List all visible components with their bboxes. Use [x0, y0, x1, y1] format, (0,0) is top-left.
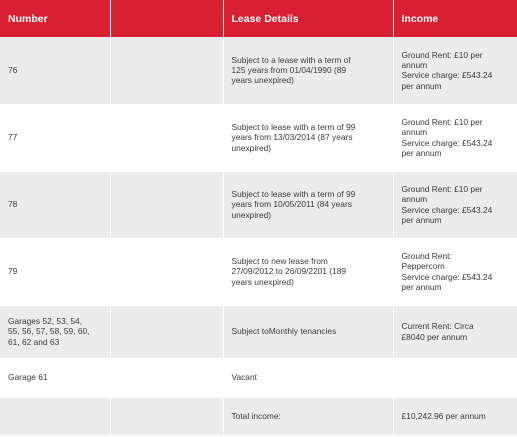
cell-number: Garages 52, 53, 54, 55, 56, 57, 58, 59, 60, 61, 62 and 63: [0, 305, 110, 358]
table-row: [0, 37, 517, 104]
table-row: [0, 238, 517, 305]
cell-number: 76: [0, 37, 110, 104]
cell-lease-details: Subject to a lease with a term of 125 years from 01/04/1990 (89 years unexpired): [223, 37, 393, 104]
cell-number: 77: [0, 104, 110, 171]
table-row: [0, 104, 517, 171]
header-blank: [110, 0, 223, 37]
cell-income: Current Rent: Circa £8040 per annum: [393, 305, 517, 358]
cell-lease-details: Vacant: [223, 358, 393, 397]
cell-income: Ground Rent: Peppercorn Service charge: £543.24 per annum: [393, 238, 517, 305]
cell-blank: [110, 238, 223, 305]
header-lease-details: Lease Details: [223, 0, 393, 37]
cell-income: Ground Rent: £10 per annum Service charge: £543.24 per annum: [393, 171, 517, 238]
cell-blank: [110, 358, 223, 397]
cell-total-label: Total income:: [223, 397, 393, 435]
cell-blank: [110, 171, 223, 238]
cell-blank: [110, 397, 223, 435]
cell-number: Garage 61: [0, 358, 110, 397]
cell-income: Ground Rent: £10 per annum Service charge: £543.24 per annum: [393, 104, 517, 171]
cell-lease-details: Subject to lease with a term of 99 years from 13/03/2014 (87 years unexpired): [223, 104, 393, 171]
cell-blank: [110, 305, 223, 358]
cell-number: [0, 397, 110, 435]
table-header-row: [0, 0, 517, 37]
header-income: Income: [393, 0, 517, 37]
table-row: [0, 358, 517, 397]
cell-income: Ground Rent: £10 per annum Service charge: £543.24 per annum: [393, 37, 517, 104]
cell-number: 79: [0, 238, 110, 305]
cell-lease-details: Subject to new lease from 27/09/2012 to 26/09/2201 (189 years unexpired): [223, 238, 393, 305]
cell-number: 78: [0, 171, 110, 238]
cell-blank: [110, 104, 223, 171]
cell-lease-details: Subject toMonthly tenancies: [223, 305, 393, 358]
cell-blank: [110, 37, 223, 104]
cell-lease-details: Subject to lease with a term of 99 years from 10/05/2011 (84 years unexpired): [223, 171, 393, 238]
table-row-total: [0, 397, 517, 435]
cell-total-income: £10,242.96 per annum: [393, 397, 517, 435]
cell-income: [393, 358, 517, 397]
table-row: [0, 171, 517, 238]
header-number: Number: [0, 0, 110, 37]
table-row: [0, 305, 517, 358]
